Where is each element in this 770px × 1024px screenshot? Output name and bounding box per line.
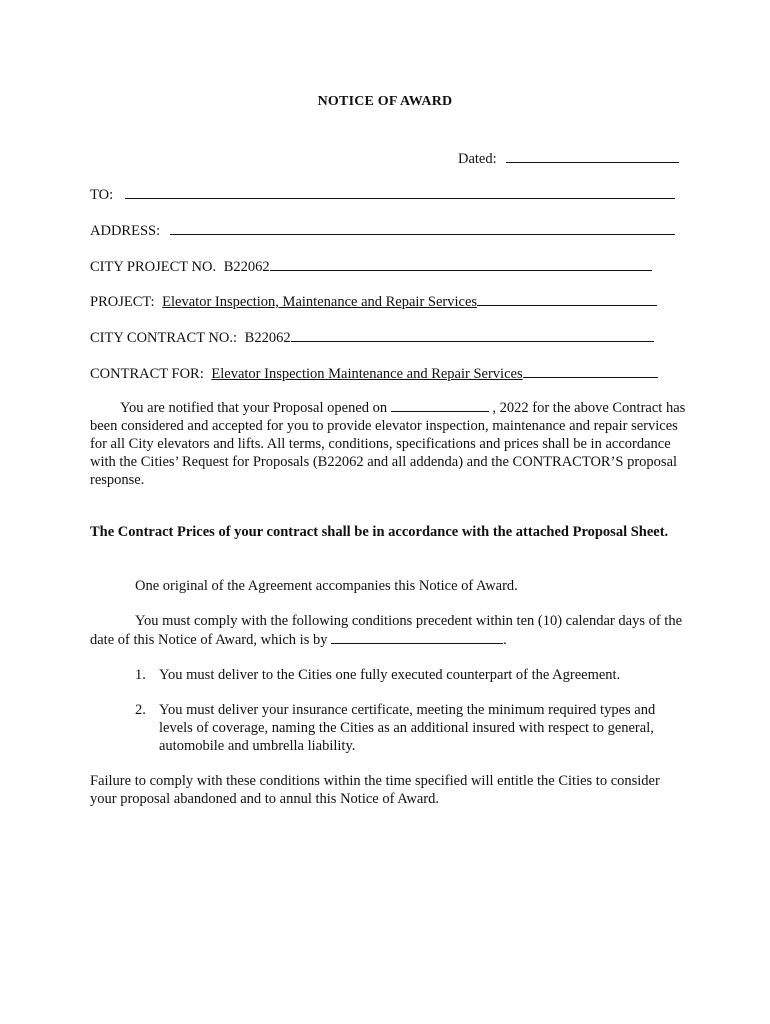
page-title: NOTICE OF AWARD	[317, 94, 453, 109]
notification-text-end: , 2022 for the above Contract has been considered and accepted for you to provide elevator inspection, maintenance and repair services for all City elevators and lifts. All terms, conditions, specifications and prices shall be in accordance with the Cities’ Request for Proposals (B22062 and all addenda) and the CONTRACTOR’S proposal response.	[90, 400, 686, 488]
contract-for-label: CONTRACT FOR:	[90, 366, 204, 382]
contract-for-value: Elevator Inspection Maintenance and Repair Services	[211, 366, 523, 382]
contract-for-field	[90, 363, 658, 383]
agreement-paragraph: One original of the Agreement accompanies this Notice of Award.	[135, 578, 518, 594]
to-label: TO:	[90, 187, 114, 203]
closing-paragraph: Failure to comply with these conditions within the time specified will entitle the Cities to consider your proposal abandoned and to annul this Notice of Award.	[90, 773, 660, 807]
address-field	[90, 220, 675, 240]
project-field	[90, 291, 657, 311]
contract-for-blank	[523, 363, 658, 378]
city-project-label: CITY PROJECT NO.	[90, 259, 217, 275]
list-item-text: You must deliver to the Cities one fully executed counterpart of the Agreement.	[159, 667, 621, 683]
city-contract-value: B22062	[244, 330, 291, 346]
conditions-intro-text: You must comply with the following conditions precedent within ten (10) calendar days of the date of this Notice of Award, which is by	[90, 613, 683, 648]
dated-label: Dated:	[458, 151, 497, 167]
dated-field	[458, 148, 679, 168]
notification-paragraph	[90, 398, 690, 489]
project-blank	[477, 291, 657, 306]
list-item-number: 2.	[135, 702, 146, 718]
address-blank	[170, 220, 675, 235]
list-item	[135, 666, 685, 684]
proposal-date-blank	[391, 398, 489, 412]
notification-text-start: You are notified that your Proposal opened on	[120, 400, 388, 416]
list-item	[135, 701, 685, 755]
city-project-value: B22062	[223, 259, 270, 275]
city-contract-label: CITY CONTRACT NO.:	[90, 330, 238, 346]
city-project-blank	[270, 256, 652, 271]
deadline-date-blank	[331, 630, 503, 644]
conditions-intro-end: .	[503, 632, 507, 648]
city-project-field	[90, 256, 652, 276]
contract-prices-paragraph: The Contract Prices of your contract shall be in accordance with the attached Proposal Sheet.	[90, 524, 669, 540]
project-value: Elevator Inspection, Maintenance and Repair Services	[162, 294, 478, 310]
city-contract-field	[90, 327, 654, 347]
conditions-intro-paragraph	[90, 612, 690, 649]
project-label: PROJECT:	[90, 294, 155, 310]
to-blank	[125, 184, 675, 199]
dated-blank	[506, 148, 679, 163]
to-field	[90, 184, 675, 204]
list-item-number: 1.	[135, 667, 146, 683]
city-contract-blank	[291, 327, 654, 342]
address-label: ADDRESS:	[90, 223, 161, 239]
list-item-text: You must deliver your insurance certificate, meeting the minimum required types and levels of coverage, naming the Cities as an additional insured with respect to general, automobile and umbrella liability.	[159, 702, 656, 754]
